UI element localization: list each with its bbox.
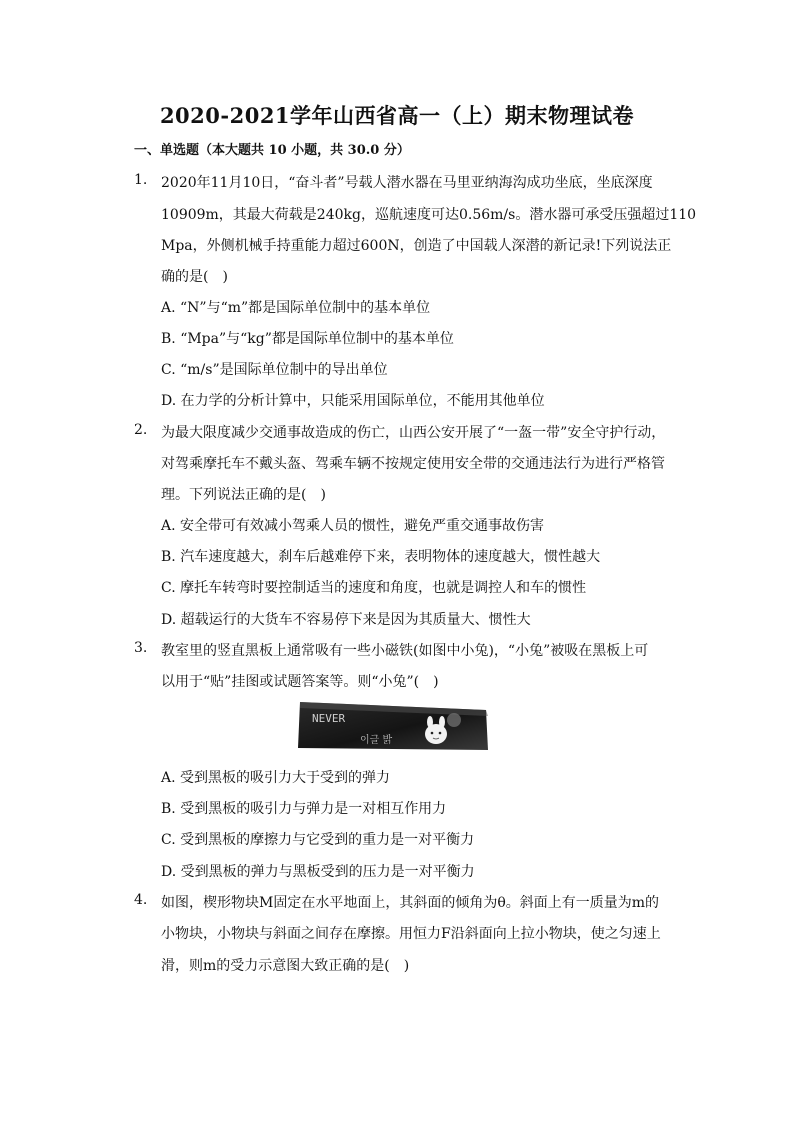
- question-text-line: 教室里的竖直黑板上通常吸有一些小磁铁(如图中小兔)，“小兔”被吸在黑板上可: [161, 643, 649, 659]
- blackboard-photo: [298, 698, 488, 752]
- option-a[interactable]: A. 受到黑板的吸引力大于受到的弹力: [161, 770, 391, 786]
- question-text-line: 10909m，其最大荷载是240kg，巡航速度可达0.56m/s。潜水器可承受压强超过110: [161, 207, 697, 223]
- question-text-line: 理。下列说法正确的是( ): [161, 487, 326, 503]
- question-number: 4.: [134, 892, 148, 908]
- question-number: 2.: [134, 422, 148, 438]
- question-text-line: 以用于“贴”挂图或试题答案等。则“小兔”( ): [161, 674, 439, 690]
- question-number: 1.: [134, 172, 148, 188]
- question-text-line: Mpa，外侧机械手持重能力超过600N，创造了中国载人深潜的新记录!下列说法正: [161, 238, 672, 254]
- exam-title: 2020-2021学年山西省高一（上）期末物理试卷: [159, 103, 635, 128]
- chalk-writing: 이글 밝: [360, 735, 393, 746]
- option-d[interactable]: D. 超载运行的大货车不容易停下来是因为其质量大、惯性大: [161, 612, 531, 628]
- option-b[interactable]: B. “Mpa”与“kg”都是国际单位制中的基本单位: [161, 331, 454, 347]
- question-text-line: 为最大限度减少交通事故造成的伤亡，山西公安开展了“一盔一带”安全守护行动，: [161, 425, 666, 441]
- question-number: 3.: [134, 640, 148, 656]
- option-a[interactable]: A. 安全带可有效减小驾乘人员的惯性，避免严重交通事故伤害: [161, 518, 545, 534]
- question-text-line: 确的是( ): [161, 269, 228, 285]
- question-text-line: 如图，楔形物块M固定在水平地面上，其斜面的倾角为θ。斜面上有一质量为m的: [161, 895, 660, 911]
- question-text-line: 滑，则m的受力示意图大致正确的是( ): [161, 958, 410, 974]
- option-c[interactable]: C. 受到黑板的摩擦力与它受到的重力是一对平衡力: [161, 832, 475, 848]
- option-c[interactable]: C. “m/s”是国际单位制中的导出单位: [161, 362, 388, 378]
- question-text-line: 对驾乘摩托车不戴头盔、驾乘车辆不按规定使用安全带的交通违法行为进行严格管: [161, 456, 665, 472]
- magnet-icon: [447, 713, 461, 727]
- chalk-writing: NEVER: [312, 712, 346, 725]
- option-d[interactable]: D. 受到黑板的弹力与黑板受到的压力是一对平衡力: [161, 864, 475, 880]
- option-d[interactable]: D. 在力学的分析计算中，只能采用国际单位，不能用其他单位: [161, 393, 545, 409]
- option-a[interactable]: A. “N”与“m”都是国际单位制中的基本单位: [161, 300, 431, 316]
- option-c[interactable]: C. 摩托车转弯时要控制适当的速度和角度，也就是调控人和车的惯性: [161, 580, 587, 596]
- option-b[interactable]: B. 受到黑板的吸引力与弹力是一对相互作用力: [161, 801, 447, 817]
- question-text-line: 小物块，小物块与斜面之间存在摩擦。用恒力F沿斜面向上拉小物块，使之匀速上: [161, 926, 661, 942]
- section-heading: 一、单选题（本大题共 10 小题，共 30.0 分）: [134, 143, 410, 158]
- question-text-line: 2020年11月10日，“奋斗者”号载人潜水器在马里亚纳海沟成功坐底，坐底深度: [161, 175, 653, 191]
- option-b[interactable]: B. 汽车速度越大，刹车后越难停下来，表明物体的速度越大，惯性越大: [161, 549, 601, 565]
